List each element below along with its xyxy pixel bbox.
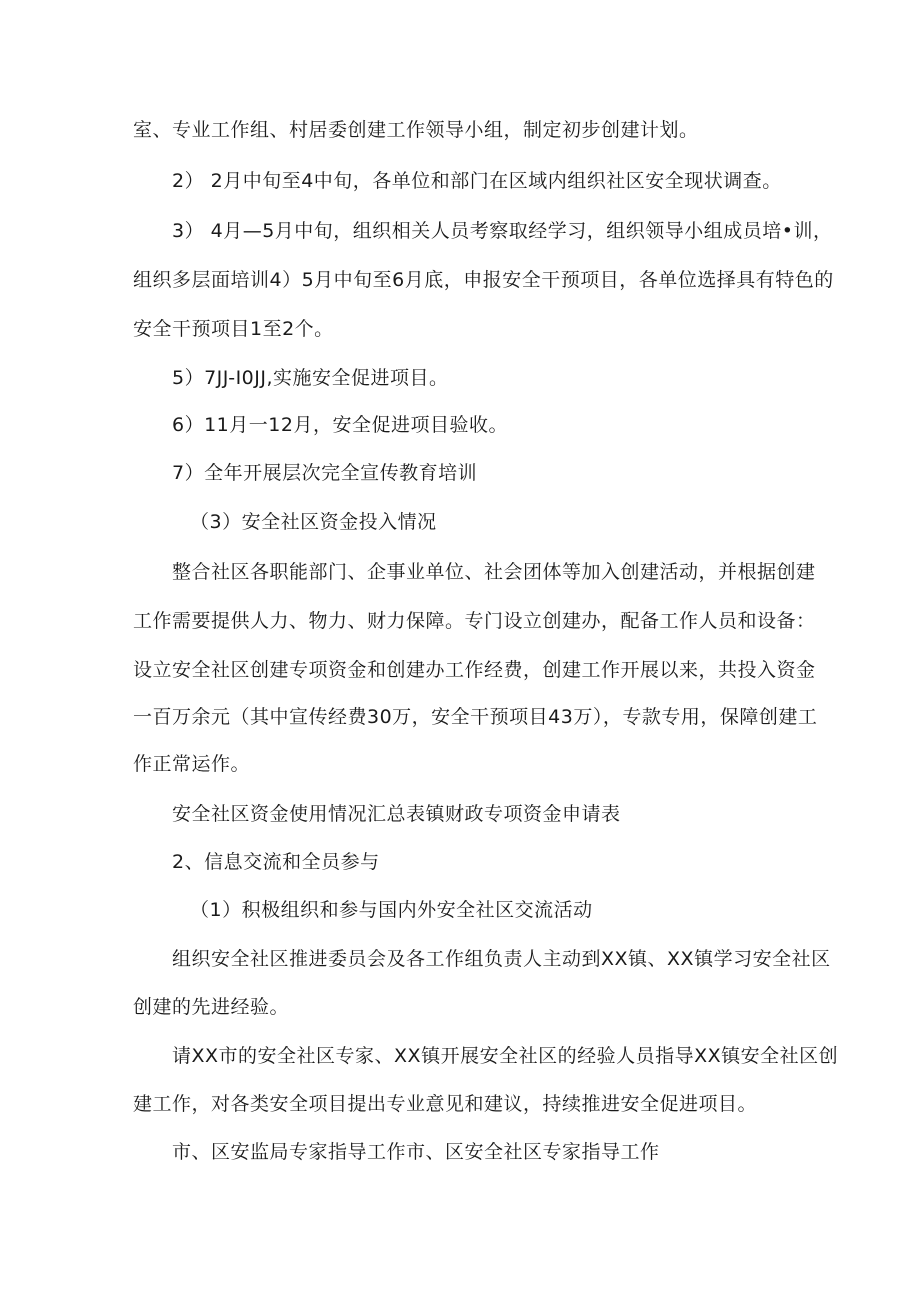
paragraph-funding-line-2: 工作需要提供人力、物力、财力保障。专门设立创建办，配备工作人员和设备： [133, 610, 816, 632]
table-caption-funding: 安全社区资金使用情况汇总表镇财政专项资金申请表 [172, 803, 621, 825]
paragraph-exchange-line-2: 创建的先进经验。 [133, 996, 290, 1018]
paragraph-exchange-line-1: 组织安全社区推进委员会及各工作组负责人主动到XX镇、XX镇学习安全社区 [172, 948, 831, 970]
section-heading-communication: 2、信息交流和全员参与 [172, 851, 380, 873]
paragraph-experts-line-2: 建工作，对各类安全项目提出专业意见和建议，持续推进安全促进项目。 [133, 1093, 758, 1115]
paragraph-funding-line-1: 整合社区各职能部门、企事业单位、社会团体等加入创建活动，并根据创建 [172, 561, 816, 583]
list-item-6: 6）11月一12月，安全促进项目验收。 [172, 414, 508, 436]
paragraph-funding-line-3: 设立安全社区创建专项资金和创建办工作经费，创建工作开展以来，共投入资金 [133, 659, 816, 681]
section-heading-funding: （3）安全社区资金投入情况 [190, 511, 437, 533]
paragraph-funding-line-5: 作正常运作。 [133, 753, 251, 775]
list-item-3-continued: 组织多层面培训4）5月中旬至6月底，申报安全干预项目，各单位选择具有特色的 [133, 269, 834, 291]
paragraph-funding-line-4: 一百万余元（其中宣传经费30万，安全干预项目43万），专款专用，保障创建工 [133, 706, 818, 728]
list-item-7: 7）全年开展层次完全宣传教育培训 [172, 462, 478, 484]
text-line-continuation: 室、专业工作组、村居委创建工作领导小组，制定初步创建计划。 [133, 119, 699, 141]
list-item-2: 2） 2月中旬至4中旬，各单位和部门在区域内组织社区安全现状调查。 [172, 170, 782, 192]
subsection-heading-exchange: （1）积极组织和参与国内外安全社区交流活动 [190, 899, 593, 921]
list-item-5: 5）7JJ-I0JJ,实施安全促进项目。 [172, 367, 449, 389]
list-item-3: 3） 4月—5月中旬，组织相关人员考察取经学习，组织领导小组成员培•训， [172, 220, 833, 242]
figure-caption-experts: 市、区安监局专家指导工作市、区安全社区专家指导工作 [172, 1141, 660, 1163]
paragraph-experts-line-1: 请XX市的安全社区专家、XX镇开展安全社区的经验人员指导XX镇安全社区创 [172, 1045, 839, 1067]
list-item-4-continued: 安全干预项目1至2个。 [133, 318, 334, 340]
